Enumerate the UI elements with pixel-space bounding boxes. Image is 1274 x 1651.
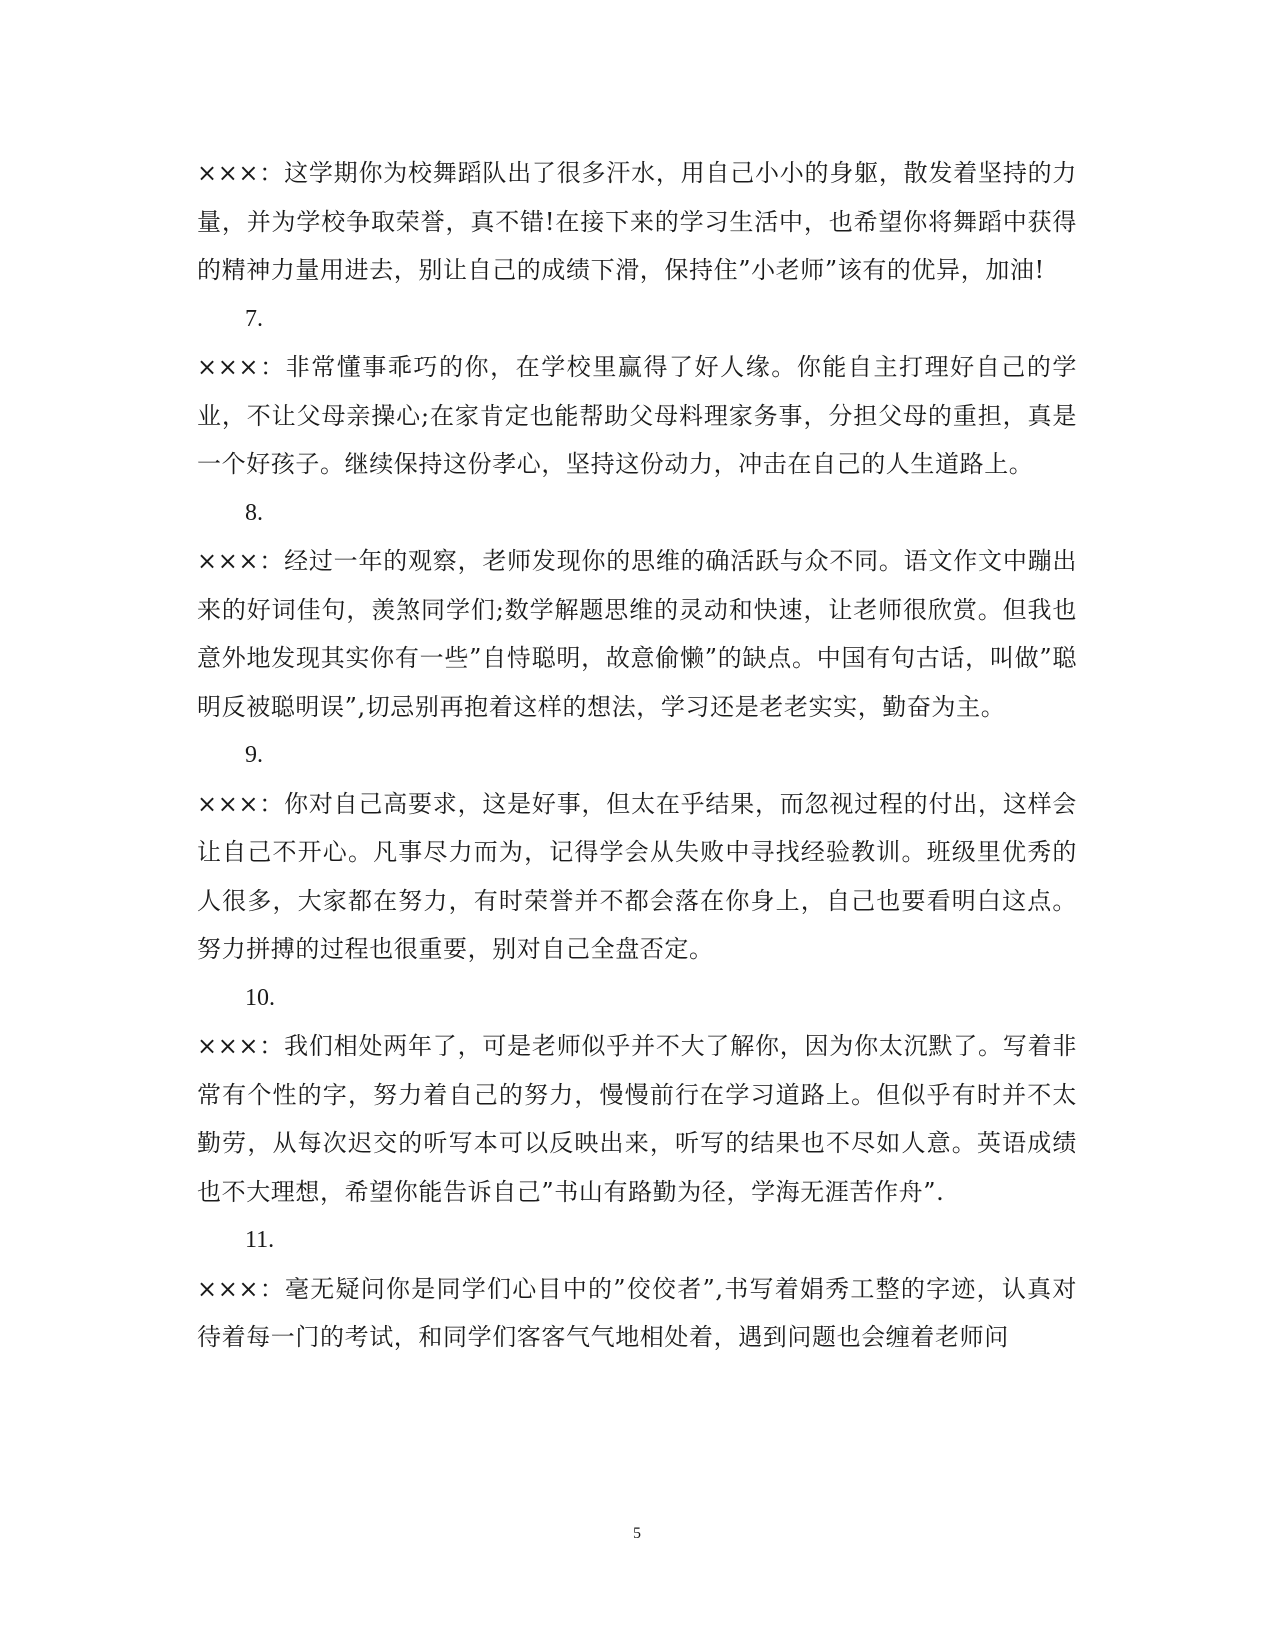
item-number: 9.: [245, 742, 263, 768]
document-body: [197, 149, 1077, 1362]
item-number: 8.: [245, 499, 263, 526]
comment-paragraph: ×××：这学期你为校舞蹈队出了很多汗水，用自己小小的身躯，散发着坚持的力量，并为学校争取荣誉，真不错!在接下来的学习生活中，也希望你将舞蹈中获得的精神力量用进去，别让自己的成绩下滑，保持住”小老师”该有的优异，加油!: [197, 159, 1077, 284]
comment-paragraph: ×××：经过一年的观察，老师发现你的思维的确活跃与众不同。语文作文中蹦出来的好词佳句，羡煞同学们;数学解题思维的灵动和快速，让老师很欣赏。但我也意外地发现其实你有一些”自恃聪明，故意偷懒”的缺点。中国有句古话，叫做”聪明反被聪明误”,切忌别再抱着这样的想法，学习还是老老实实，勤奋为主。: [197, 547, 1077, 721]
comment-paragraph: ×××：毫无疑问你是同学们心目中的”佼佼者”,书写着娟秀工整的字迹，认真对待着每一门的考试，和同学们客客气气地相处着，遇到问题也会缠着老师问: [197, 1274, 1077, 1351]
item-number: 10.: [245, 984, 275, 1011]
item-number: 11.: [245, 1227, 275, 1253]
page-number: 5: [633, 1525, 641, 1542]
comment-paragraph: ×××：我们相处两年了，可是老师似乎并不大了解你，因为你太沉默了。写着非常有个性的字，努力着自己的努力，慢慢前行在学习道路上。但似乎有时并不太勤劳，从每次迟交的听写本可以反映出来，听写的结果也不尽如人意。英语成绩也不大理想，希望你能告诉自己”书山有路勤为径，学海无涯苦作舟”.: [197, 1032, 1077, 1206]
comment-paragraph: ×××：你对自己高要求，这是好事，但太在乎结果，而忽视过程的付出，这样会让自己不开心。凡事尽力而为，记得学会从失败中寻找经验教训。班级里优秀的人很多，大家都在努力，有时荣誉并不都会落在你身上，自己也要看明白这点。努力拼搏的过程也很重要，别对自己全盘否定。: [197, 789, 1077, 963]
comment-paragraph: ×××：非常懂事乖巧的你，在学校里赢得了好人缘。你能自主打理好自己的学业，不让父母亲操心;在家肯定也能帮助父母料理家务事，分担父母的重担，真是一个好孩子。继续保持这份孝心，坚持这份动力，冲击在自己的人生道路上。: [197, 353, 1077, 478]
item-number: 7.: [245, 305, 263, 332]
